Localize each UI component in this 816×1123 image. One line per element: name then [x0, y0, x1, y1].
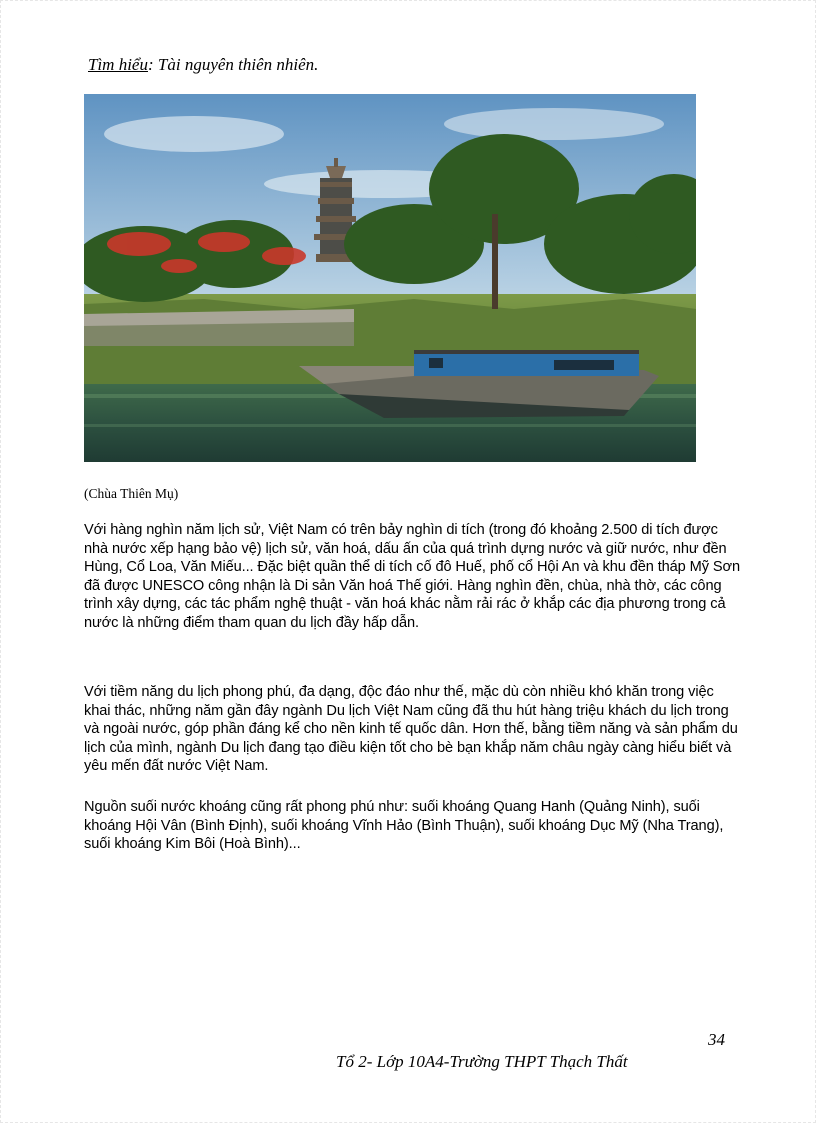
- heading-label: Tìm hiểu: [88, 55, 148, 74]
- paragraph-tourism: Với tiềm năng du lịch phong phú, đa dạng, độc đáo như thế, mặc dù còn nhiều khó khăn trong việc khai thác, những năm gần đây ngành Du lịch Việt Nam cũng đã thu hút hàng triệu khách du lịch trong và ngoài nước, góp phần đáng kể cho nền kinh tế quốc dân. Hơn thế, bằng tiềm năng và sản phẩm du lịch của mình, ngành Du lịch đang tạo điều kiện tốt cho bè bạn khắp năm châu ngày càng hiểu biết và yêu mến đất nước Việt Nam.: [84, 684, 738, 775]
- heading-text: Tài nguyên thiên nhiên.: [153, 55, 319, 74]
- page-number: 34: [708, 1030, 725, 1049]
- section-heading: [88, 55, 318, 75]
- paragraph-mineral-springs: Nguồn suối nước khoáng cũng rất phong phú như: suối khoáng Quang Hanh (Quảng Ninh), suối khoáng Hội Vân (Bình Định), suối khoáng Vĩnh Hảo (Bình Thuận), suối khoáng Dục Mỹ (Nha Trang), suối khoáng Kim Bôi (Hoà Bình)...: [84, 799, 724, 853]
- page-footer: Tổ 2- Lớp 10A4-Trường THPT Thạch Thất: [336, 1052, 628, 1071]
- paragraph-heritage: Với hàng nghìn năm lịch sử, Việt Nam có trên bảy nghìn di tích (trong đó khoảng 2.500 di tích được nhà nước xếp hạng bảo vệ) lịch sử, văn hoá, dấu ấn của quá trình dựng nước và giữ nước, như đền Hùng, Cổ Loa, Văn Miếu... Đặc biệt quần thể di tích cố đô Huế, phố cổ Hội An và khu đền tháp Mỹ Sơn đã được UNESCO công nhận là Di sản Văn hoá Thế giới. Hàng nghìn đền, chùa, nhà thờ, các công trình xây dựng, các tác phẩm nghệ thuật - văn hoá khác nằm rải rác ở khắp các địa phương trong cả nước là những điểm tham quan du lịch đầy hấp dẫn.: [84, 522, 740, 631]
- heading-separator: :: [147, 55, 154, 74]
- photo-caption: (Chùa Thiên Mụ): [84, 486, 179, 501]
- pagoda-river-photo: [84, 94, 696, 462]
